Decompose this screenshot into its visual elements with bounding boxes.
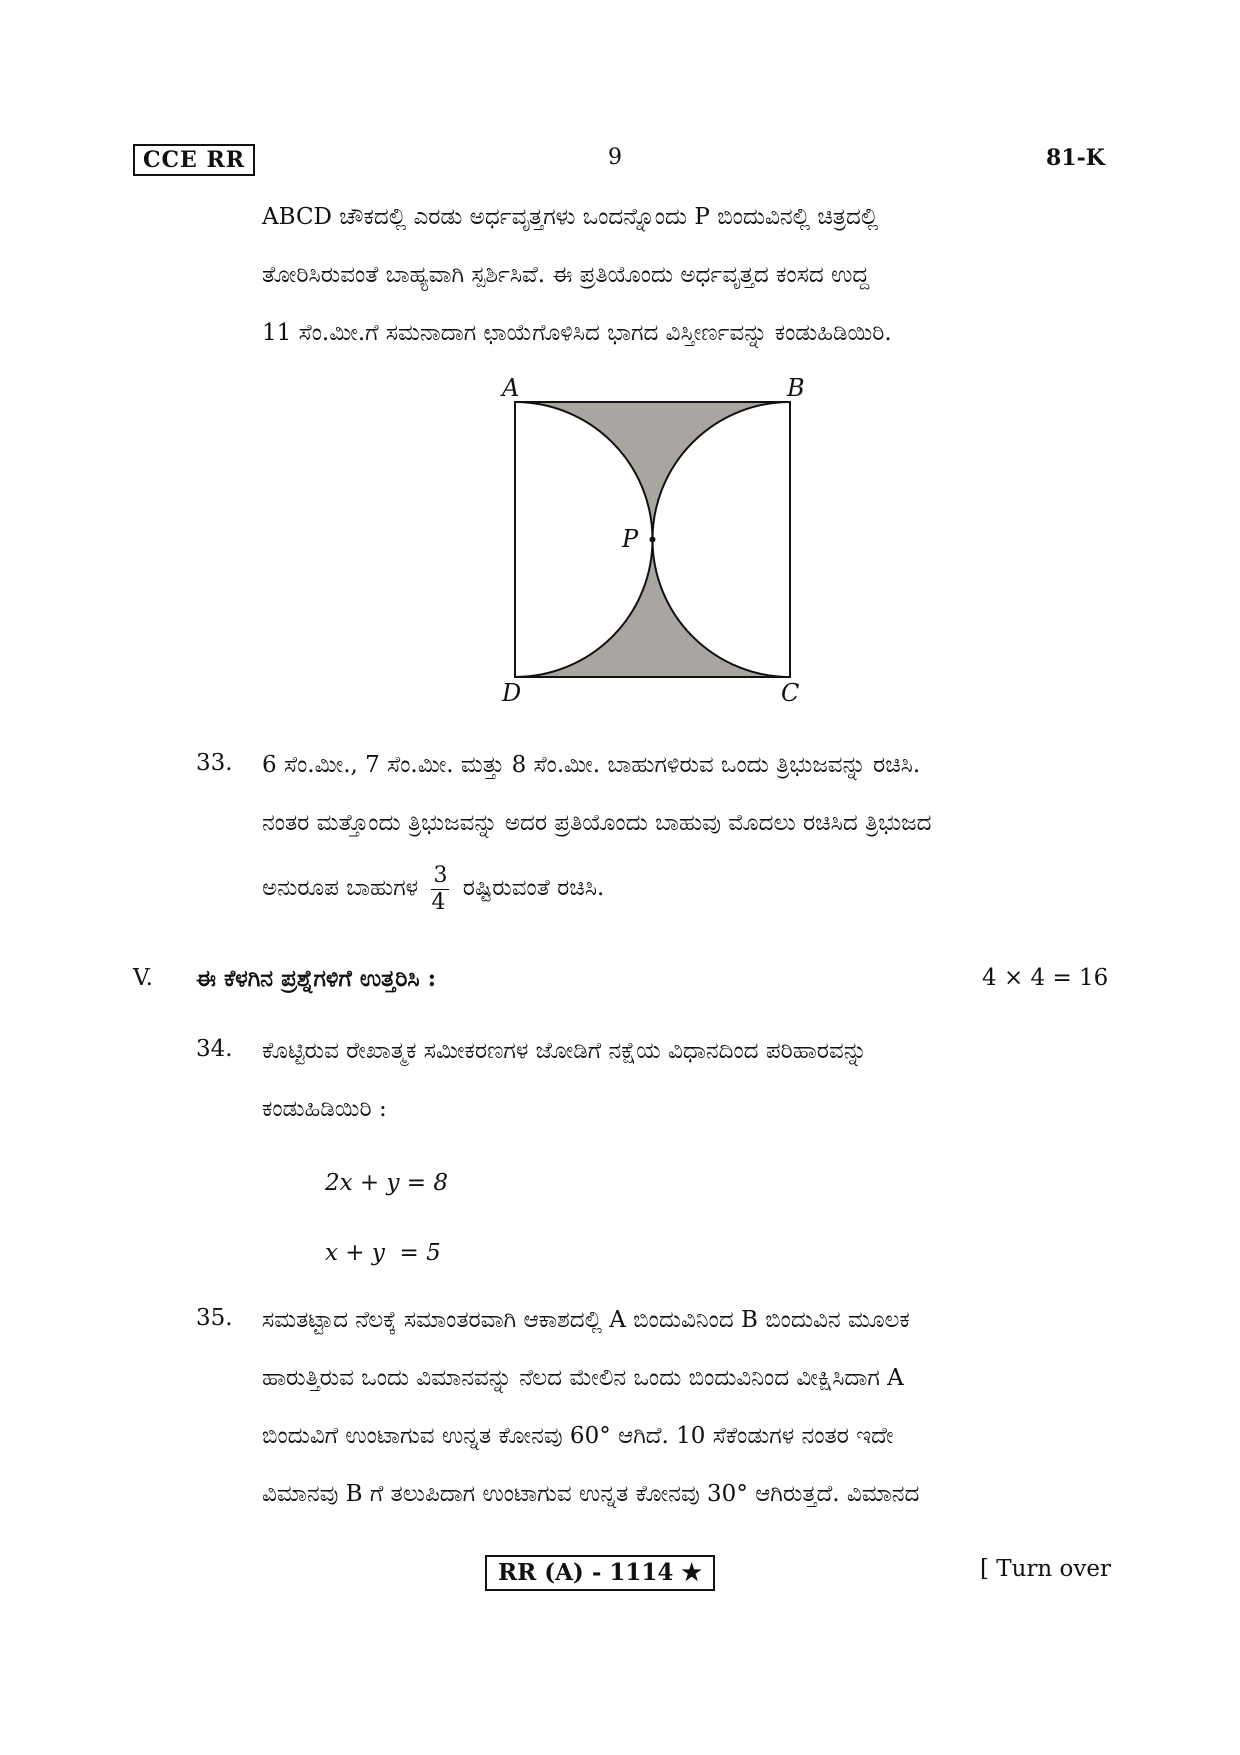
vertex-label-a: A: [502, 374, 520, 402]
q35-line-3: ಬಿಂದುವಿಗೆ ಉಂಟಾಗುವ ಉನ್ನತ ಕೋನವು 60° ಆಗಿದೆ. 10 ಸೆಕೆಂಡುಗಳ ನಂತರ ಇದೇ: [262, 1423, 894, 1449]
q32-text: [262, 188, 1105, 362]
vertex-label-c: C: [781, 679, 800, 707]
q35-line-4: ವಿಮಾನವು B ಗೆ ತಲುಪಿದಾಗ ಉಂಟಾಗುವ ಉನ್ನತ ಕೋನವು 30° ಆಗಿರುತ್ತದೆ. ವಿಮಾನದ: [262, 1481, 920, 1507]
q35-text: [262, 1291, 1105, 1523]
semicircles-figure: [490, 370, 820, 710]
fraction-denominator: 4: [431, 889, 446, 915]
q34-line-2: ಕಂಡುಹಿಡಿಯಿರಿ :: [262, 1096, 387, 1122]
q35-number: 35.: [196, 1305, 233, 1331]
q33-text: [262, 736, 1105, 924]
equation-2: x + y = 5: [325, 1240, 441, 1266]
section-title: ಈ ಕೆಳಗಿನ ಪ್ರಶ್ನೆಗಳಿಗೆ ಉತ್ತರಿಸಿ :: [196, 965, 437, 992]
q35-line-1: ಸಮತಟ್ಟಾದ ನೆಲಕ್ಕೆ ಸಮಾಂತರವಾಗಿ ಆಕಾಶದಲ್ಲಿ A ಬಿಂದುವಿನಿಂದ B ಬಿಂದುವಿನ ಮೂಲಕ: [262, 1307, 910, 1333]
point-p-dot: [650, 537, 656, 543]
q32-line-1: ABCD ಚೌಕದಲ್ಲಿ ಎರಡು ಅರ್ಧವೃತ್ತಗಳು ಒಂದನ್ನೊಂದು P ಬಿಂದುವಿನಲ್ಲಿ ಚಿತ್ರದಲ್ಲಿ: [262, 204, 879, 230]
q34-line-1: ಕೊಟ್ಟಿರುವ ರೇಖಾತ್ಮಕ ಸಮೀಕರಣಗಳ ಜೋಡಿಗೆ ನಕ್ಷೆಯ ವಿಧಾನದಿಂದ ಪರಿಹಾರವನ್ನು: [262, 1038, 867, 1064]
q32-line-3: 11 ಸೆಂ.ಮೀ.ಗೆ ಸಮನಾದಾಗ ಛಾಯೆಗೊಳಿಸಿದ ಭಾಗದ ವಿಸ್ತೀರ್ಣವನ್ನು ಕಂಡುಹಿಡಿಯಿರಿ.: [262, 320, 892, 346]
q33-line-3-before: ಅನುರೂಪ ಬಾಹುಗಳ: [262, 875, 419, 901]
section-roman: V.: [133, 965, 153, 991]
figure-shapes: [515, 402, 790, 677]
section-marks: 4 × 4 = 16: [982, 965, 1109, 991]
shaded-region-top: [515, 402, 790, 540]
q34-text: [262, 1022, 1105, 1138]
footer-paper-code: RR (A) - 1114 ★: [485, 1555, 715, 1591]
vertex-label-b: B: [787, 374, 805, 402]
equation-1: 2x + y = 8: [325, 1170, 449, 1196]
q33-line-3: [262, 852, 1105, 924]
fraction-numerator: 3: [433, 862, 448, 888]
shaded-region-bottom: [515, 540, 790, 678]
page-number: 9: [608, 145, 622, 170]
q33-line-3-after: ರಷ್ಟಿರುವಂತೆ ರಚಿಸಿ.: [462, 875, 605, 901]
paper-code: 81-K: [1046, 145, 1105, 171]
turn-over-note: [ Turn over: [980, 1556, 1112, 1582]
q32-line-2: ತೋರಿಸಿರುವಂತೆ ಬಾಹ್ಯವಾಗಿ ಸ್ಪರ್ಶಿಸಿವೆ. ಈ ಪ್ರತಿಯೊಂದು ಅರ್ಧವೃತ್ತದ ಕಂಸದ ಉದ್ದ: [262, 262, 870, 288]
q33-number: 33.: [196, 750, 233, 776]
fraction-three-quarters: [431, 863, 449, 916]
q34-number: 34.: [196, 1036, 233, 1062]
point-label-p: P: [622, 525, 639, 553]
vertex-label-d: D: [502, 679, 522, 707]
q33-line-2: ನಂತರ ಮತ್ತೊಂದು ತ್ರಿಭುಜವನ್ನು ಅದರ ಪ್ರತಿಯೊಂದು ಬಾಹುವು ಮೊದಲು ರಚಿಸಿದ ತ್ರಿಭುಜದ: [262, 810, 932, 836]
q35-line-2: ಹಾರುತ್ತಿರುವ ಒಂದು ವಿಮಾನವನ್ನು ನೆಲದ ಮೇಲಿನ ಒಂದು ಬಿಂದುವಿನಿಂದ ವೀಕ್ಷಿಸಿದಾಗ A: [262, 1365, 904, 1391]
series-badge: CCE RR: [133, 144, 255, 176]
q33-line-1: 6 ಸೆಂ.ಮೀ., 7 ಸೆಂ.ಮೀ. ಮತ್ತು 8 ಸೆಂ.ಮೀ. ಬಾಹುಗಳಿರುವ ಒಂದು ತ್ರಿಭುಜವನ್ನು ರಚಿಸಿ.: [262, 752, 921, 778]
